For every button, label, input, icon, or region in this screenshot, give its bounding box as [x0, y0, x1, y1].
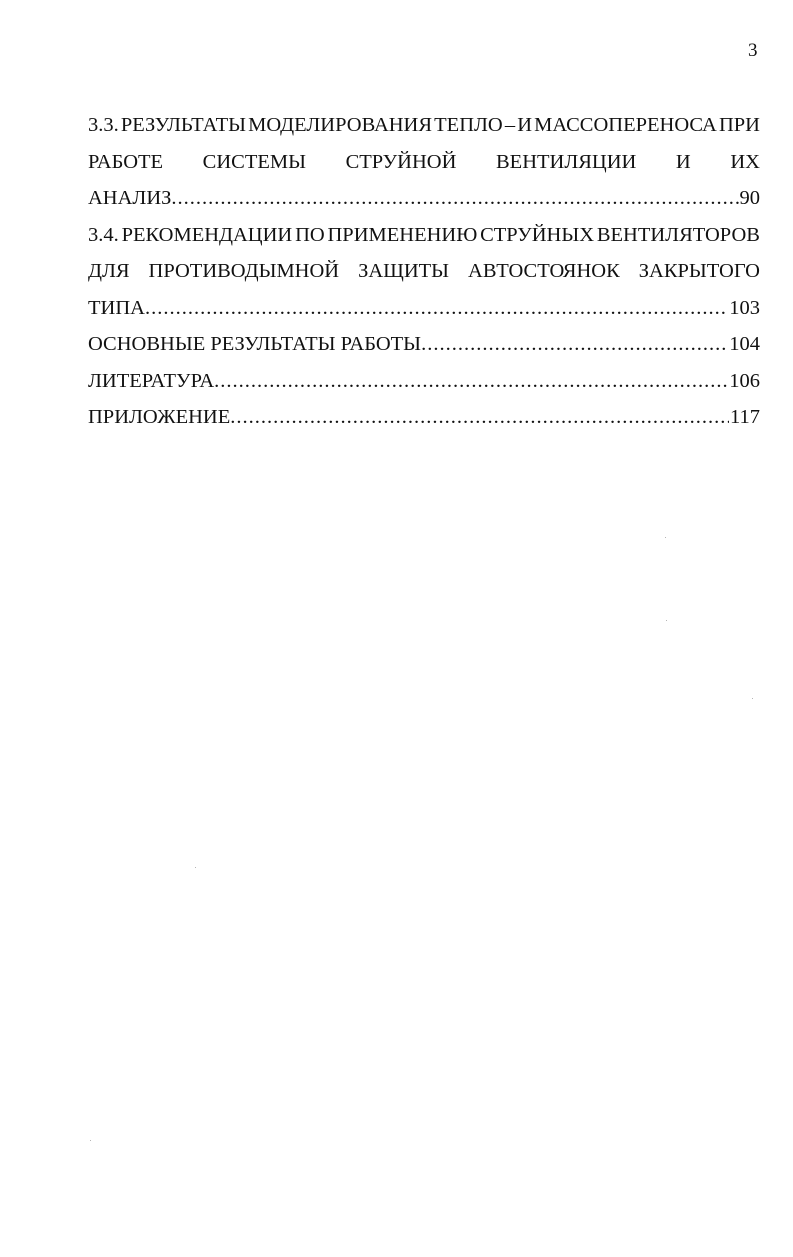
toc-entry-literature	[88, 363, 760, 400]
toc-page-number: 103	[729, 296, 760, 319]
toc-word: СТРУЙНОЙ	[345, 150, 457, 173]
scan-speck	[666, 620, 667, 621]
toc-word: 3.3.	[88, 114, 119, 136]
dot-leader	[230, 399, 729, 436]
toc-entry-3-4-line-2	[88, 253, 760, 290]
dot-leader	[214, 363, 728, 400]
toc-word: ПРИМЕНЕНИЮ	[327, 223, 478, 246]
toc-word: РЕКОМЕНДАЦИИ	[121, 223, 293, 246]
toc-entry-3-3-line-1	[88, 107, 760, 144]
table-of-contents	[88, 107, 760, 436]
toc-word: ПРИ	[718, 114, 760, 136]
toc-entry-3-4-line-3	[88, 290, 760, 327]
toc-word: РАБОТЕ	[88, 150, 164, 173]
toc-entry-appendix	[88, 399, 760, 436]
toc-word: СТРУЙНЫХ	[480, 223, 595, 246]
toc-page-number: 90	[739, 187, 760, 209]
scan-speck	[195, 867, 196, 868]
dot-leader	[171, 180, 738, 217]
dot-leader	[421, 326, 728, 363]
toc-page-number: 106	[729, 369, 760, 392]
toc-word: ДЛЯ	[88, 260, 130, 282]
toc-entry-label: ТИПА	[88, 296, 145, 319]
toc-entry-3-3-line-3	[88, 180, 760, 217]
toc-word: –	[504, 114, 516, 136]
toc-entry-label: ЛИТЕРАТУРА	[88, 369, 215, 392]
toc-word: АВТОСТОЯНОК	[468, 260, 620, 282]
toc-word: ВЕНТИЛЯЦИИ	[496, 150, 637, 173]
toc-entry-3-4-line-1	[88, 217, 760, 254]
toc-entry-label: ОСНОВНЫЕ РЕЗУЛЬТАТЫ РАБОТЫ	[88, 333, 422, 355]
toc-word: ИХ	[730, 150, 760, 173]
toc-word: И	[675, 150, 691, 173]
toc-word: 3.4.	[88, 223, 119, 246]
toc-page-number: 104	[729, 333, 760, 355]
toc-word: ТЕПЛО	[434, 114, 503, 136]
toc-word: МАССОПЕРЕНОСА	[534, 114, 717, 136]
toc-entry-label: АНАЛИЗ	[88, 187, 172, 209]
scan-speck	[752, 698, 753, 699]
toc-word: ПРОТИВОДЫМНОЙ	[148, 260, 340, 282]
toc-word: РЕЗУЛЬТАТЫ	[120, 114, 247, 136]
toc-entry-3-3-line-2	[88, 144, 760, 181]
page-number: 3	[748, 40, 758, 61]
toc-word: ЗАКРЫТОГО	[638, 260, 760, 282]
scan-speck	[665, 537, 666, 538]
toc-word: ВЕНТИЛЯТОРОВ	[596, 223, 760, 246]
toc-word: МОДЕЛИРОВАНИЯ	[248, 114, 433, 136]
toc-entry-label: ПРИЛОЖЕНИЕ	[88, 406, 231, 428]
dot-leader	[145, 290, 728, 327]
toc-word: ЗАЩИТЫ	[358, 260, 450, 282]
scan-speck	[90, 1140, 91, 1141]
toc-word: СИСТЕМЫ	[202, 150, 306, 173]
toc-entry-main-results	[88, 326, 760, 363]
toc-page-number: 117	[730, 406, 760, 428]
toc-word: И	[517, 114, 532, 136]
toc-word: ПО	[295, 223, 325, 246]
